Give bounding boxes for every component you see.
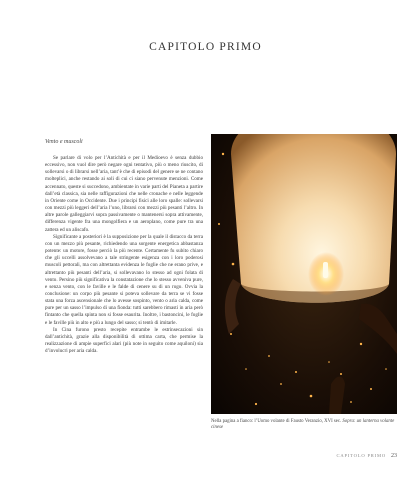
paragraph: Significante a posteriori è la supposizione per la quale il distacco da terra con un mezzo più pesante, richiedendo una sorgente energetica abbastanza potente: un motore, fosse perciò la più recente. Certamente fu subito chiaro che gli uccelli assolvevano a tale stringente esigenza con i loro poderosi muscoli pettorali, ma con altrettanta evidenza le foglie che ne erano prive, e altrettanto più pesanti dell’aria, si sollevavano lo stesso ad ogni folata di vento. Persino più significativa la constatazione che lo stesso avveniva pure, e senza vento, con le faville e le falde di cenere su di un rogo. Ovvia la conclusione: un corpo più pesante si poteva sollevare da terra se vi fosse stata una forza ascensionale che lo avesse sospinto, vento o aria calda, come pure per un sasso l’impulso di una fionda: tutti sarebbero rimasti in aria però fintanto che quella spinta non si fosse esaurita. Inoltre, i bastoncini, le foglie e le faville più in alto e più a lungo del sasso; si tentò di imitarle.: [45, 233, 203, 326]
page-number: 23: [391, 453, 397, 459]
sky-lantern-illustration: [211, 134, 397, 414]
running-head: CAPITOLO PRIMO: [336, 453, 386, 458]
page-footer: [336, 453, 397, 459]
paragraph: Se parlare di volo per l’Antichità e per il Medioevo è senza dubbio eccessivo, non vuol dire però negare ogni tentativo, più o meno riuscito, di sollevarsi o di librarsi nell’aria, tant’è che di episodi del genere se ne contano molteplici, anche restando ai soli di cui ci siano pervenute menzioni. Come accennato, queste si succedono, ambientate in varie parti del Pianeta a partire dall’età classica, sia nelle raffigurazioni che nelle cronache e nelle leggende in Oriente come in Occidente. Due i principi fisici alle loro spalle: sollevarsi con mezzi più leggeri dell’aria l’uno, librarsi con mezzi più pesanti l’altro. In altre parole galleggiarvi sopra passivamente o mantenersi sopra attivamente, differenza vigente fra una mongolfiera e un aeroplano, come pure tra una zattera ed un aliscafo.: [45, 155, 203, 233]
photo-caption: [211, 419, 397, 432]
chapter-title: CAPITOLO PRIMO: [149, 41, 262, 53]
section-heading: Vento e muscoli: [45, 139, 83, 145]
paragraph: In Cina furono presto recepite entrambe le estrinsecazioni sin dall’antichità, grazie alla disponibilità di ottima carta, che permise la realizzazione di ampie superfici alari (più note in seguito come aquiloni) sia d’involucri per aria calda.: [45, 326, 203, 355]
body-text-column: [45, 155, 203, 355]
caption-italic: Sopra: un lanterna volante cinese: [211, 419, 395, 431]
caption-lead: Nella pagina a fianco: l’Uomo volante di Fausto Veranzio, XVI sec.: [211, 419, 342, 424]
sky-lantern-photo: [211, 134, 397, 414]
